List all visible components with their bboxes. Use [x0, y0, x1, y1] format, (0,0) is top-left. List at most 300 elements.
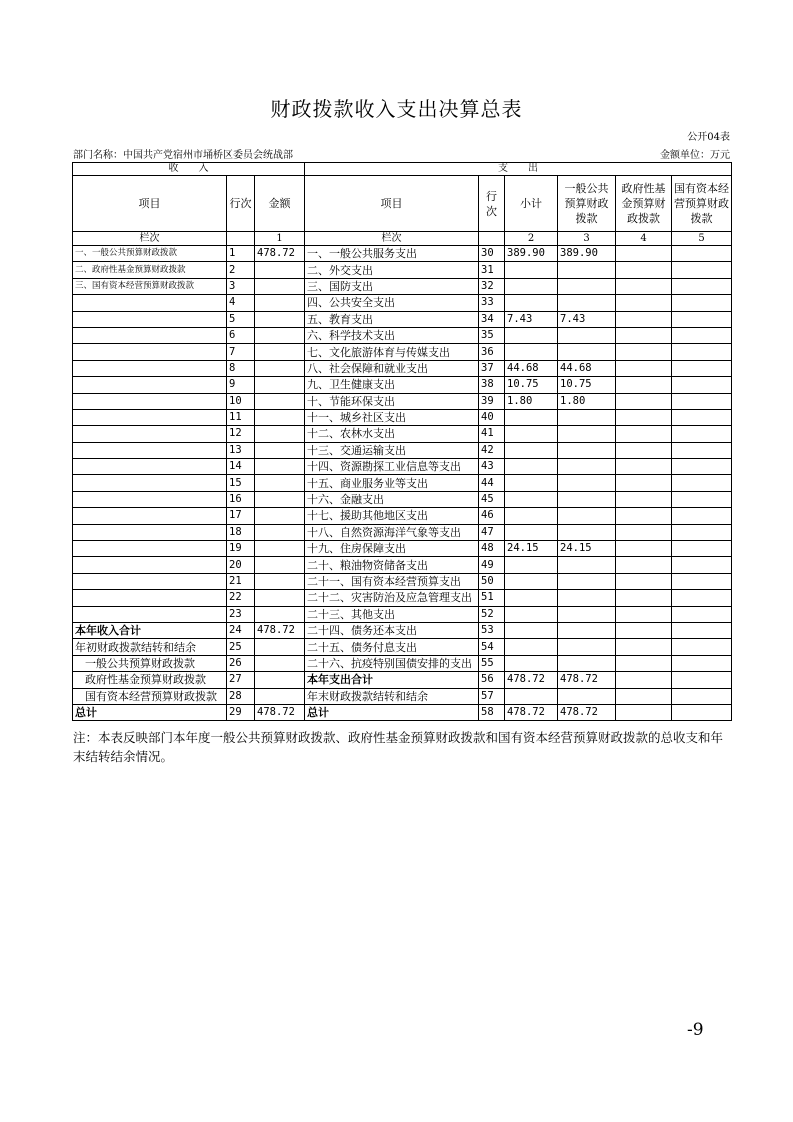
subtotal-amount: 478.72 — [505, 704, 558, 720]
subtotal-amount — [505, 606, 558, 622]
expense-item: 十八、自然资源海洋气象等支出 — [305, 524, 479, 540]
income-item — [73, 344, 227, 360]
table-row — [73, 393, 732, 409]
gov-fund-amount — [616, 491, 672, 507]
state-capital-amount — [672, 622, 732, 638]
gov-fund-amount — [616, 557, 672, 573]
general-budget-amount: 7.43 — [558, 311, 616, 327]
income-amount — [255, 377, 305, 393]
footnote: 注：本表反映部门本年度一般公共预算财政拨款、政府性基金预算财政拨款和国有资本经营预算财政拨款的总收支和年末结转结余情况。 — [73, 730, 724, 764]
gov-fund-amount — [616, 327, 672, 343]
state-capital-amount — [672, 377, 732, 393]
income-item — [73, 377, 227, 393]
gov-fund-amount — [616, 360, 672, 376]
income-row-no: 5 — [227, 311, 255, 327]
expense-item: 八、社会保障和就业支出 — [305, 360, 479, 376]
expense-item: 十一、城乡社区支出 — [305, 409, 479, 425]
unit-label: 金额单位：万元 — [660, 150, 730, 161]
subtotal-amount: 44.68 — [505, 360, 558, 376]
expense-row-no: 38 — [479, 377, 505, 393]
income-item: 一、一般公共预算财政拨款 — [73, 246, 227, 262]
gov-fund-amount — [616, 639, 672, 655]
gov-fund-amount — [616, 541, 672, 557]
income-row-no: 15 — [227, 475, 255, 491]
income-row-no: 1 — [227, 246, 255, 262]
income-item: 一般公共预算财政拨款 — [73, 655, 227, 671]
state-capital-amount — [672, 311, 732, 327]
general-budget-amount — [558, 327, 616, 343]
income-amount — [255, 590, 305, 606]
general-budget-amount: 10.75 — [558, 377, 616, 393]
income-item: 本年收入合计 — [73, 622, 227, 638]
table-row — [73, 557, 732, 573]
expense-row-no: 35 — [479, 327, 505, 343]
subtotal-amount: 389.90 — [505, 246, 558, 262]
header-row-columns — [73, 176, 732, 232]
expense-item: 十六、金融支出 — [305, 491, 479, 507]
income-amount — [255, 311, 305, 327]
subtotal-amount — [505, 688, 558, 704]
form-number: 公开04表 — [687, 132, 730, 143]
expense-row-no: 32 — [479, 278, 505, 294]
income-amount — [255, 688, 305, 704]
income-item — [73, 557, 227, 573]
general-budget-amount — [558, 524, 616, 540]
subtotal-amount — [505, 278, 558, 294]
general-budget-amount — [558, 262, 616, 278]
gov-fund-amount — [616, 688, 672, 704]
income-row-no: 29 — [227, 704, 255, 720]
table-row — [73, 246, 732, 262]
income-rowno-header: 行次 — [227, 176, 255, 232]
state-capital-amount — [672, 393, 732, 409]
table-row — [73, 311, 732, 327]
expense-item: 四、公共安全支出 — [305, 295, 479, 311]
table-row — [73, 344, 732, 360]
income-row-no: 23 — [227, 606, 255, 622]
income-item: 总计 — [73, 704, 227, 720]
subtotal-amount — [505, 475, 558, 491]
table-row — [73, 327, 732, 343]
expense-header: 支 出 — [305, 163, 732, 176]
state-capital-amount — [672, 672, 732, 688]
table-row — [73, 672, 732, 688]
income-row-no: 6 — [227, 327, 255, 343]
general-budget-amount — [558, 442, 616, 458]
expense-row-no: 49 — [479, 557, 505, 573]
income-item — [73, 409, 227, 425]
table-row — [73, 426, 732, 442]
table-row — [73, 639, 732, 655]
state-capital-amount — [672, 524, 732, 540]
income-item — [73, 475, 227, 491]
income-amount-header: 金额 — [255, 176, 305, 232]
expense-item: 二十二、灾害防治及应急管理支出 — [305, 590, 479, 606]
expense-rowno-header: 行次 — [479, 176, 505, 232]
income-row-no: 7 — [227, 344, 255, 360]
gov-fund-amount — [616, 459, 672, 475]
col-num-4: 4 — [616, 232, 672, 246]
expense-item: 本年支出合计 — [305, 672, 479, 688]
income-amount — [255, 606, 305, 622]
general-budget-header: 一般公共预算财政拨款 — [558, 176, 616, 232]
income-item: 三、国有资本经营预算财政拨款 — [73, 278, 227, 294]
gov-fund-amount — [616, 704, 672, 720]
expense-row-no: 48 — [479, 541, 505, 557]
general-budget-amount — [558, 295, 616, 311]
state-capital-amount — [672, 426, 732, 442]
expense-row-no: 30 — [479, 246, 505, 262]
income-amount — [255, 508, 305, 524]
income-row-no: 19 — [227, 541, 255, 557]
expense-row-no: 51 — [479, 590, 505, 606]
expense-item: 十三、交通运输支出 — [305, 442, 479, 458]
state-capital-amount — [672, 655, 732, 671]
general-budget-amount: 1.80 — [558, 393, 616, 409]
subtotal-amount — [505, 409, 558, 425]
income-row-no: 3 — [227, 278, 255, 294]
income-row-no: 27 — [227, 672, 255, 688]
income-item: 国有资本经营预算财政拨款 — [73, 688, 227, 704]
subtotal-amount — [505, 459, 558, 475]
income-row-no: 4 — [227, 295, 255, 311]
income-item — [73, 524, 227, 540]
expense-row-no: 42 — [479, 442, 505, 458]
income-amount — [255, 459, 305, 475]
expense-item: 十九、住房保障支出 — [305, 541, 479, 557]
state-capital-amount — [672, 409, 732, 425]
general-budget-amount — [558, 508, 616, 524]
income-amount — [255, 278, 305, 294]
page-title: 财政拨款收入支出决算总表 — [270, 97, 523, 121]
income-amount: 478.72 — [255, 622, 305, 638]
income-amount — [255, 327, 305, 343]
gov-fund-amount — [616, 246, 672, 262]
income-row-no: 12 — [227, 426, 255, 442]
state-capital-amount — [672, 295, 732, 311]
income-item: 二、政府性基金预算财政拨款 — [73, 262, 227, 278]
expense-row-no: 47 — [479, 524, 505, 540]
general-budget-amount — [558, 475, 616, 491]
expense-row-no: 39 — [479, 393, 505, 409]
state-capital-amount — [672, 344, 732, 360]
gov-fund-amount — [616, 377, 672, 393]
income-amount — [255, 491, 305, 507]
state-capital-amount — [672, 508, 732, 524]
expense-row-no: 33 — [479, 295, 505, 311]
table-row — [73, 459, 732, 475]
subtotal-amount — [505, 655, 558, 671]
income-amount: 478.72 — [255, 704, 305, 720]
table-row — [73, 409, 732, 425]
subtotal-amount — [505, 426, 558, 442]
page-number: -9 — [687, 1020, 704, 1040]
gov-fund-amount — [616, 344, 672, 360]
income-row-no: 21 — [227, 573, 255, 589]
expense-row-no: 58 — [479, 704, 505, 720]
subtotal-amount — [505, 524, 558, 540]
gov-fund-amount — [616, 311, 672, 327]
expense-row-no: 53 — [479, 622, 505, 638]
income-row-no: 24 — [227, 622, 255, 638]
income-row-no: 14 — [227, 459, 255, 475]
col-num-3: 3 — [558, 232, 616, 246]
state-capital-amount — [672, 573, 732, 589]
gov-fund-amount — [616, 262, 672, 278]
gov-fund-header: 政府性基金预算财政拨款 — [616, 176, 672, 232]
general-budget-amount — [558, 590, 616, 606]
expense-row-no: 50 — [479, 573, 505, 589]
state-capital-amount — [672, 360, 732, 376]
income-amount — [255, 393, 305, 409]
state-capital-amount — [672, 475, 732, 491]
income-item — [73, 541, 227, 557]
state-capital-amount — [672, 590, 732, 606]
column-number-row — [73, 232, 732, 246]
state-capital-amount — [672, 459, 732, 475]
subtotal-amount — [505, 639, 558, 655]
general-budget-amount — [558, 344, 616, 360]
expense-item: 二十六、抗疫特别国债安排的支出 — [305, 655, 479, 671]
expense-row-no: 54 — [479, 639, 505, 655]
state-capital-amount — [672, 246, 732, 262]
income-row-no: 9 — [227, 377, 255, 393]
subtotal-amount: 1.80 — [505, 393, 558, 409]
gov-fund-amount — [616, 295, 672, 311]
income-row-no: 28 — [227, 688, 255, 704]
income-item: 政府性基金预算财政拨款 — [73, 672, 227, 688]
income-row-no: 16 — [227, 491, 255, 507]
state-capital-amount — [672, 688, 732, 704]
table-row — [73, 606, 732, 622]
income-amount — [255, 541, 305, 557]
general-budget-amount — [558, 409, 616, 425]
col-num-2: 2 — [505, 232, 558, 246]
income-header: 收 入 — [73, 163, 305, 176]
income-row-no: 2 — [227, 262, 255, 278]
expense-row-no: 44 — [479, 475, 505, 491]
table-row — [73, 655, 732, 671]
table-row — [73, 360, 732, 376]
expense-item: 十四、资源勘探工业信息等支出 — [305, 459, 479, 475]
general-budget-amount: 478.72 — [558, 672, 616, 688]
general-budget-amount — [558, 491, 616, 507]
state-capital-amount — [672, 442, 732, 458]
table-row — [73, 688, 732, 704]
income-item: 年初财政拨款结转和结余 — [73, 639, 227, 655]
expense-row-no: 45 — [479, 491, 505, 507]
department-label: 部门名称：中国共产党宿州市埇桥区委员会统战部 — [73, 150, 293, 161]
expense-col-label: 栏次 — [305, 232, 479, 246]
state-capital-amount — [672, 541, 732, 557]
income-row-no: 10 — [227, 393, 255, 409]
table-row — [73, 442, 732, 458]
expense-item: 二十一、国有资本经营预算支出 — [305, 573, 479, 589]
subtotal-amount — [505, 622, 558, 638]
income-col-label: 栏次 — [73, 232, 227, 246]
subtotal-amount — [505, 491, 558, 507]
state-capital-amount — [672, 639, 732, 655]
expense-item: 十二、农林水支出 — [305, 426, 479, 442]
expense-item: 二十四、债务还本支出 — [305, 622, 479, 638]
general-budget-amount: 24.15 — [558, 541, 616, 557]
income-item — [73, 606, 227, 622]
table-row — [73, 590, 732, 606]
subtotal-amount: 7.43 — [505, 311, 558, 327]
state-capital-amount — [672, 491, 732, 507]
expense-item: 六、科学技术支出 — [305, 327, 479, 343]
income-item-header: 项目 — [73, 176, 227, 232]
expense-row-no: 46 — [479, 508, 505, 524]
table-row — [73, 475, 732, 491]
general-budget-amount: 44.68 — [558, 360, 616, 376]
income-row-no: 17 — [227, 508, 255, 524]
expense-item: 二、外交支出 — [305, 262, 479, 278]
income-amount — [255, 639, 305, 655]
table-row — [73, 524, 732, 540]
table-row — [73, 377, 732, 393]
income-item — [73, 442, 227, 458]
gov-fund-amount — [616, 426, 672, 442]
expense-item: 十七、援助其他地区支出 — [305, 508, 479, 524]
expense-item: 总计 — [305, 704, 479, 720]
gov-fund-amount — [616, 278, 672, 294]
income-amount: 478.72 — [255, 246, 305, 262]
expense-item: 七、文化旅游体育与传媒支出 — [305, 344, 479, 360]
income-amount — [255, 557, 305, 573]
subtotal-amount — [505, 573, 558, 589]
expense-item: 三、国防支出 — [305, 278, 479, 294]
income-amount — [255, 426, 305, 442]
income-amount — [255, 475, 305, 491]
gov-fund-amount — [616, 590, 672, 606]
income-item — [73, 459, 227, 475]
expense-item: 年末财政拨款结转和结余 — [305, 688, 479, 704]
table-row — [73, 622, 732, 638]
general-budget-amount — [558, 622, 616, 638]
table-row — [73, 295, 732, 311]
income-item — [73, 573, 227, 589]
state-capital-amount — [672, 262, 732, 278]
expense-row-no: 57 — [479, 688, 505, 704]
state-capital-amount — [672, 557, 732, 573]
expense-row-no: 41 — [479, 426, 505, 442]
expense-item: 九、卫生健康支出 — [305, 377, 479, 393]
subtotal-header: 小计 — [505, 176, 558, 232]
gov-fund-amount — [616, 573, 672, 589]
income-amount — [255, 262, 305, 278]
col-num-5: 5 — [672, 232, 732, 246]
expense-item: 二十三、其他支出 — [305, 606, 479, 622]
table-row — [73, 541, 732, 557]
expense-row-no: 43 — [479, 459, 505, 475]
general-budget-amount — [558, 278, 616, 294]
subtotal-amount — [505, 344, 558, 360]
general-budget-amount — [558, 606, 616, 622]
income-row-no: 11 — [227, 409, 255, 425]
subtotal-amount — [505, 557, 558, 573]
header-row-sections — [73, 163, 732, 176]
income-item — [73, 508, 227, 524]
expense-row-no: 37 — [479, 360, 505, 376]
expense-row-no: 52 — [479, 606, 505, 622]
expense-row-no: 40 — [479, 409, 505, 425]
expense-item: 二十、粮油物资储备支出 — [305, 557, 479, 573]
general-budget-amount — [558, 688, 616, 704]
gov-fund-amount — [616, 409, 672, 425]
expense-row-no: 31 — [479, 262, 505, 278]
gov-fund-amount — [616, 442, 672, 458]
gov-fund-amount — [616, 622, 672, 638]
table-row — [73, 704, 732, 720]
table-row — [73, 278, 732, 294]
state-capital-amount — [672, 606, 732, 622]
budget-table — [72, 162, 732, 721]
expense-row-no: 55 — [479, 655, 505, 671]
gov-fund-amount — [616, 475, 672, 491]
general-budget-amount — [558, 459, 616, 475]
subtotal-amount — [505, 442, 558, 458]
gov-fund-amount — [616, 606, 672, 622]
income-item — [73, 327, 227, 343]
gov-fund-amount — [616, 393, 672, 409]
subtotal-amount — [505, 295, 558, 311]
table-row — [73, 573, 732, 589]
income-row-no: 20 — [227, 557, 255, 573]
income-row-no: 8 — [227, 360, 255, 376]
expense-item: 二十五、债务付息支出 — [305, 639, 479, 655]
income-amount — [255, 524, 305, 540]
subtotal-amount: 24.15 — [505, 541, 558, 557]
income-item — [73, 393, 227, 409]
general-budget-amount: 478.72 — [558, 704, 616, 720]
state-capital-amount — [672, 327, 732, 343]
expense-item-header: 项目 — [305, 176, 479, 232]
gov-fund-amount — [616, 524, 672, 540]
income-amount — [255, 295, 305, 311]
subtotal-amount — [505, 508, 558, 524]
income-item — [73, 491, 227, 507]
table-row — [73, 262, 732, 278]
expense-item: 十、节能环保支出 — [305, 393, 479, 409]
expense-row-no: 36 — [479, 344, 505, 360]
state-capital-amount — [672, 278, 732, 294]
income-amount — [255, 672, 305, 688]
gov-fund-amount — [616, 508, 672, 524]
state-capital-amount — [672, 704, 732, 720]
income-item — [73, 590, 227, 606]
subtotal-amount: 478.72 — [505, 672, 558, 688]
general-budget-amount — [558, 573, 616, 589]
income-row-no: 22 — [227, 590, 255, 606]
income-amount — [255, 409, 305, 425]
state-capital-header: 国有资本经营预算财政拨款 — [672, 176, 732, 232]
income-amount — [255, 655, 305, 671]
income-item — [73, 360, 227, 376]
income-amount — [255, 344, 305, 360]
gov-fund-amount — [616, 672, 672, 688]
subtotal-amount — [505, 262, 558, 278]
income-amount — [255, 573, 305, 589]
subtotal-amount — [505, 327, 558, 343]
general-budget-amount — [558, 426, 616, 442]
general-budget-amount — [558, 639, 616, 655]
table-row — [73, 508, 732, 524]
subtotal-amount: 10.75 — [505, 377, 558, 393]
expense-item: 十五、商业服务业等支出 — [305, 475, 479, 491]
expense-row-no: 34 — [479, 311, 505, 327]
general-budget-amount — [558, 655, 616, 671]
